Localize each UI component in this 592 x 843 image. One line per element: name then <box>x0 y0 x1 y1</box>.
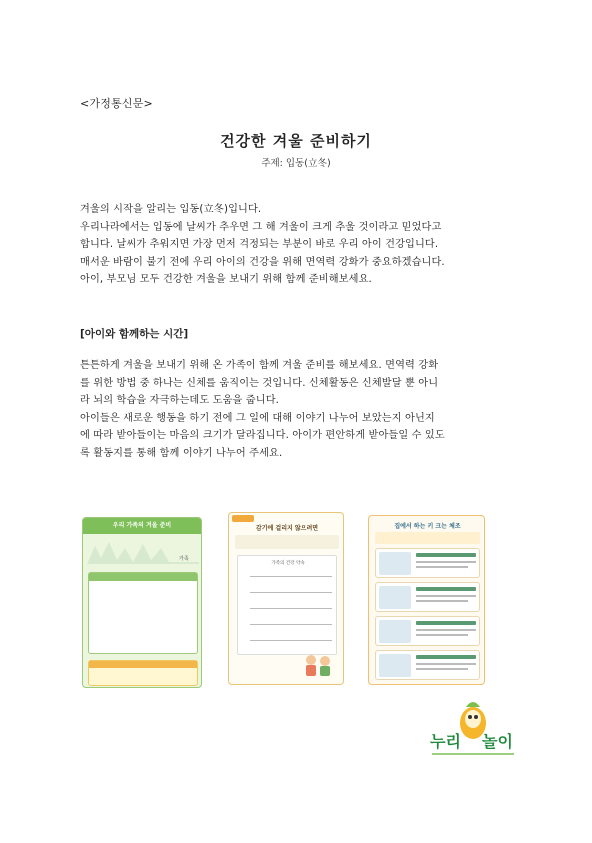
intro-line: 아이, 부모님 모두 건강한 겨울을 보내기 위해 함께 준비해보세요. <box>80 274 372 285</box>
worksheet-title: 집에서 하는 키 크는 체조 <box>394 523 461 530</box>
worksheet-intro <box>375 532 480 544</box>
exercise-step <box>375 548 480 578</box>
worksheet-box <box>88 572 198 654</box>
worksheet-thumbnail-family-winter <box>82 517 202 688</box>
intro-paragraph <box>80 201 512 289</box>
worksheet-thumbnail-avoid-cold <box>228 512 344 685</box>
intro-line: 매서운 바람이 불기 전에 우리 아이의 건강을 위해 면역력 강화가 중요하겠습니다. <box>80 256 445 268</box>
section-line: 튼튼하게 겨울을 보내기 위해 온 가족이 함께 겨울 준비를 해보세요. 면역력 강화 <box>80 360 439 371</box>
promise-list <box>237 555 337 655</box>
intro-line: 겨울의 시작을 알리는 입동(立冬)입니다. <box>80 204 262 215</box>
intro-line: 합니다. 날씨가 추워지면 가장 먼저 걱정되는 부분이 바로 우리 아이 건강입니다. <box>80 239 439 250</box>
exercise-step <box>375 650 480 680</box>
worksheet-thumbnail-stretching <box>368 515 485 685</box>
document-subtitle: 주제: 입동(立冬) <box>261 158 331 169</box>
section-line: 에 따라 받아들이는 마음의 크기가 달라집니다. 아이가 편안하게 받아들일 수 있도 <box>80 430 445 441</box>
exercise-step <box>375 616 480 646</box>
document-title: 건강한 겨울 준비하기 <box>220 132 372 150</box>
exercise-step <box>375 582 480 612</box>
family-label: 가족 <box>179 556 189 562</box>
section-line: 록 활동지를 통해 함께 이야기 나누어 주세요. <box>80 447 283 459</box>
section-line: 라 뇌의 학습을 자극하는데도 도움을 줍니다. <box>80 395 279 406</box>
trees-illustration <box>87 538 199 564</box>
section-line: 를 위한 방법 중 하나는 신체를 움직이는 것입니다. 신체활동은 신체발달 뿐 아니 <box>80 377 439 389</box>
children-illustration <box>301 652 335 678</box>
svg-text:놀이: 놀이 <box>482 732 513 751</box>
worksheet-title: 감기에 걸리지 않으려면 <box>255 525 319 532</box>
section-paragraph <box>80 357 512 462</box>
svg-text:누리: 누리 <box>430 732 461 751</box>
section-heading: [아이와 함께하는 시간] <box>80 328 189 340</box>
promise-list-title: 가족의 건강 약속 <box>271 561 305 566</box>
worksheet-box <box>88 660 198 686</box>
section-line: 아이들은 새로운 행동을 하기 전에 그 일에 대해 이야기 나누어 보았는지 아닌지 <box>80 412 435 424</box>
worksheet-title: 우리 가족의 겨울 준비 <box>83 518 201 534</box>
category-tag <box>232 515 254 522</box>
intro-line: 우리나라에서는 입동에 날씨가 추우면 그 해 겨울이 크게 추울 것이라고 믿었다고 <box>80 221 442 233</box>
nuri-nori-logo <box>428 697 518 763</box>
worksheet-intro <box>235 535 339 549</box>
newsletter-type-label: <가정통신문> <box>80 97 153 110</box>
